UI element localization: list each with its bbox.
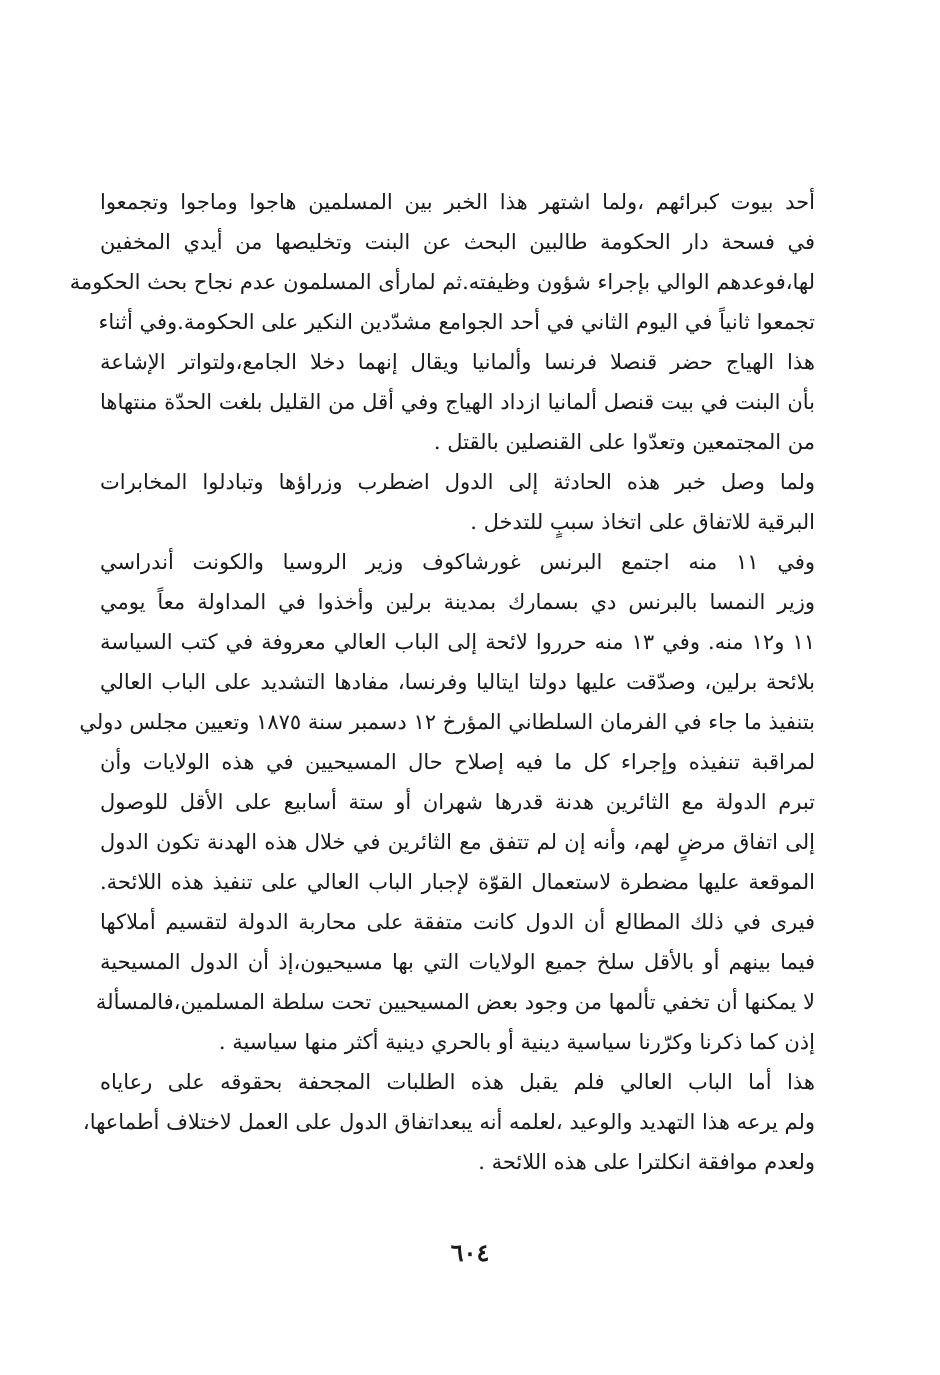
- text-line: وزير النمسا بالبرنس دي بسمارك بمدينة برلين وأخذوا في المداولة معاً يومي: [100, 590, 815, 614]
- text-line: أحد بيوت كبرائهم ،ولما اشتهر هذا الخبر بين المسلمين هاجوا وماجوا وتجمعوا: [100, 190, 815, 214]
- text-line: ولما وصل خبر هذه الحادثة إلى الدول اضطرب وزراؤها وتبادلوا المخابرات: [100, 470, 815, 494]
- text-line: تبرم الدولة مع الثائرين هدنة قدرها شهران أو ستة أسابيع على الأقل للوصول: [100, 790, 815, 814]
- text-line: بتنفيذ ما جاء في الفرمان السلطاني المؤرخ ١٢ دسمبر سنة ١٨٧٥ وتعيين مجلس دولي: [79, 710, 815, 734]
- text-line: هذا أما الباب العالي فلم يقبل هذه الطلبات المجحفة بحقوقه على رعاياه: [100, 1070, 815, 1094]
- text-line: البرقية للاتفاق على اتخاذ سببٍ للتدخل .: [470, 510, 815, 534]
- paragraph: [82, 1062, 815, 1182]
- text-line: فيرى في ذلك المطالع أن الدول كانت متفقة على محاربة الدولة لتقسيم أملاكها: [100, 910, 815, 934]
- text-line: فيما بينهم أو بالأقل سلخ جميع الولايات التي بها مسيحيون،إذ أن الدول المسيحية: [100, 950, 815, 974]
- text-line: لها،فوعدهم الوالي بإجراء شؤون وظيفته.ثم لمارأى المسلمون عدم نجاح بحث الحكومة: [69, 270, 815, 294]
- text-line: ١١ و١٢ منه. وفي ١٣ منه حرروا لائحة إلى الباب العالي معروفة في كتب السياسة: [100, 630, 816, 654]
- text-line: بلائحة برلين، وصدّقت عليها دولتا ايتاليا وفرنسا، مفادها التشديد على الباب العالي: [100, 670, 815, 694]
- paragraph: [79, 542, 816, 1062]
- text-line: لا يمكنها أن تخفي تألمها من وجود بعض المسيحيين تحت سلطة المسلمين،فالمسألة: [95, 990, 815, 1014]
- text-line: ولعدم موافقة انكلترا على هذه اللائحة .: [478, 1150, 815, 1174]
- text-line: إذن كما ذكرنا وكرّرنا سياسية دينية أو بالحري دينية أكثر منها سياسية .: [218, 1030, 815, 1054]
- text-line: إلى اتفاق مرضٍ لهم، وأنه إن لم تتفق مع الثائرين في خلال هذه الهدنة تكون الدول: [100, 830, 815, 854]
- text-line: بأن البنت في بيت قنصل ألمانيا ازداد الهياج وفي أقل من القليل بلغت الحدّة منتهاها: [100, 390, 815, 414]
- text-line: وفي ١١ منه اجتمع البرنس غورشاكوف وزير الروسيا والكونت أندراسي: [100, 550, 816, 574]
- text-line: ولم يرعه هذا التهديد والوعيد ،لعلمه أنه يبعداتفاق الدول على العمل لاختلاف أطماعها،: [82, 1110, 815, 1134]
- text-line: هذا الهياج حضر قنصلا فرنسا وألمانيا ويقال إنهما دخلا الجامع،ولتواتر الإشاعة: [100, 350, 815, 374]
- body-text: [69, 182, 816, 1182]
- text-line: الموقعة عليها مضطرة لاستعمال القوّة لإجبار الباب العالي على تنفيذ هذه اللائحة.: [100, 870, 815, 894]
- text-line: لمراقبة تنفيذه وإجراء كل ما فيه إصلاح حال المسيحيين في هذه الولايات وأن: [100, 750, 815, 774]
- text-line: تجمعوا ثانياً في اليوم الثاني في أحد الجوامع مشدّدين النكير على الحكومة.وفي أثناء: [98, 310, 815, 334]
- paragraph: [100, 462, 815, 542]
- text-line: في فسحة دار الحكومة طالبين البحث عن البنت وتخليصها من أيدي المخفين: [100, 230, 815, 254]
- text-line: من المجتمعين وتعدّوا على القنصلين بالقتل .: [433, 430, 815, 454]
- page-number: ٦٠٤: [450, 1238, 490, 1267]
- paragraph: [69, 182, 815, 462]
